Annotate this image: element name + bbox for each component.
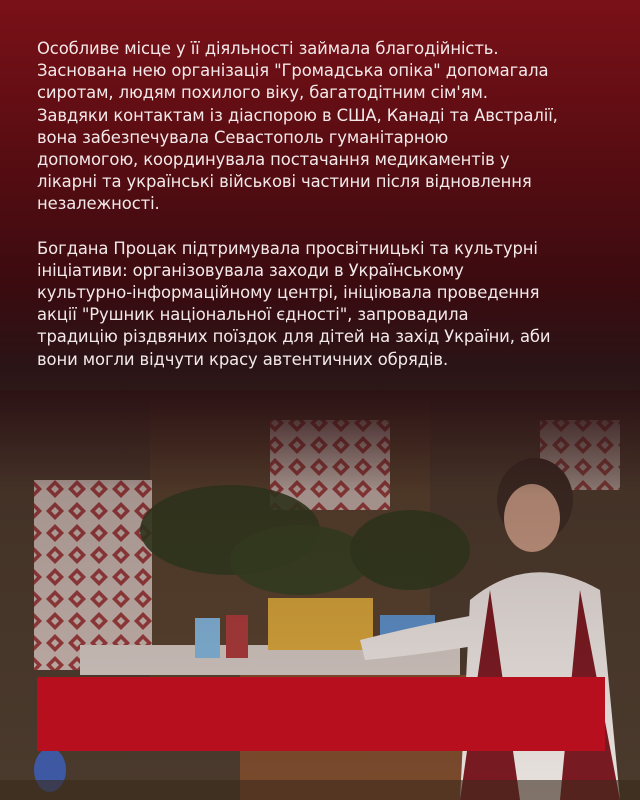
body-text xyxy=(37,38,607,393)
paragraph-charity: Особливе місце у її діяльності займала благодійність. Заснована нею організація "Громадська опіка" допомагала сиротам, людям похилого віку, багатодітним сім'ям. Завдяки контактам із діаспорою в США, Канаді та Австралії, вона забезпечувала Севастополь гуманітарною допомогою, координувала постачання медикаментів у лікарні та українські військові частини після відновлення незалежності. xyxy=(37,39,558,214)
paragraph-culture: Богдана Процак підтримувала просвітницькі та культурні ініціативи: організовувала заходи в Українському культурно-інформаційному центрі, ініціювала проведення акції "Рушник національної єдності", запровадила традицію різдвяних поїздок для дітей на захід України, аби вони могли відчути красу автентичних обрядів. xyxy=(37,238,551,369)
red-banner xyxy=(37,677,605,751)
